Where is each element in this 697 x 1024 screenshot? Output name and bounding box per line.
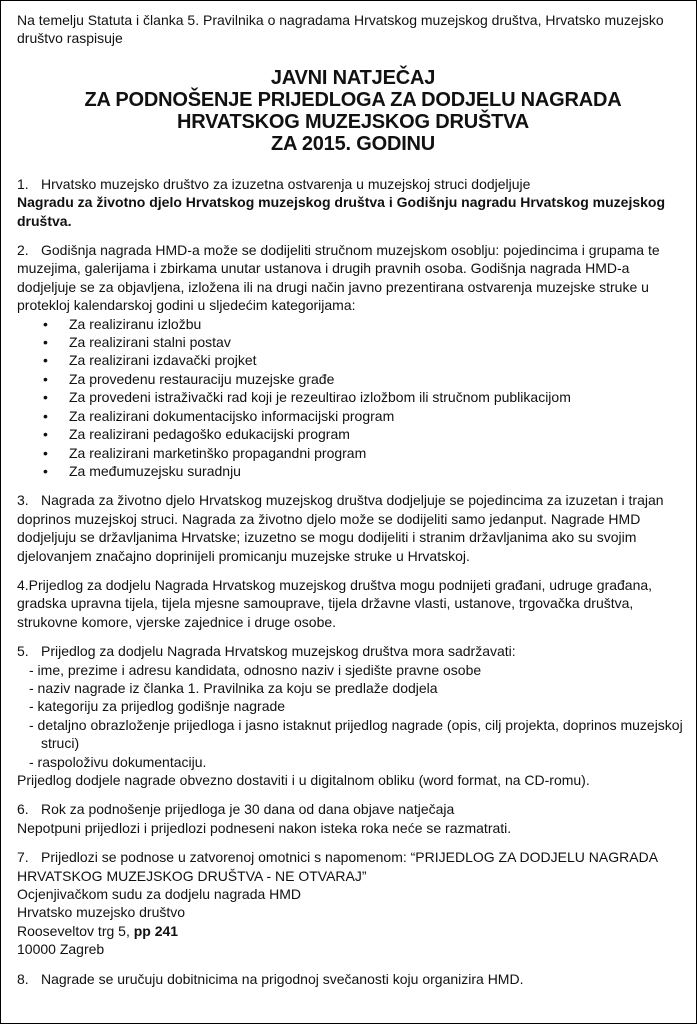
section-6-text: Rok za podnošenje prijedloga je 30 dana od dana objave natječaja	[41, 801, 455, 818]
po-box: pp 241	[133, 922, 179, 939]
address-line-2: Hrvatsko muzejsko društvo	[17, 904, 186, 921]
section-7-number: 7.	[17, 849, 29, 866]
section-3	[17, 491, 689, 565]
section-5-text: Prijedlog za dodjelu Nagrada Hrvatskog muzejskog društva mora sadržavati:	[41, 643, 516, 660]
requirements-list	[17, 661, 689, 771]
bullet-icon: •	[43, 444, 48, 461]
bullet-icon: •	[43, 426, 48, 443]
bullet-icon: •	[43, 407, 48, 424]
section-3-number: 3.	[17, 492, 29, 509]
list-item: - raspoloživu dokumentaciju.	[29, 753, 207, 770]
list-item: • Za realizirani marketinško propagandni program	[43, 444, 367, 461]
section-2-text: Godišnja nagrada HMD-a može se dodijeliti stručnom muzejskom osoblju: pojedincima i grupama te muzejima, galerijama i zbirkama unutar ustanova i drugih pravnih osoba. Godišnja nagrada HMD-a dodjeljuje se za objavljena, izložena ili na drugi način javno prezentirana ostvarenja muzejske struke u protekloj kalendarskoj godini u sljedećim kategorijama:	[17, 242, 660, 314]
list-item: • Za provedeni istraživački rad koji je rezeultirao izložbom ili stručnom publikacijom	[43, 389, 571, 406]
category-list	[17, 315, 689, 481]
list-item: • Za realizirani izdavački projket	[43, 352, 257, 369]
section-1	[17, 175, 689, 230]
address-line-4: 10000 Zagreb	[17, 941, 105, 958]
section-3-text: Nagrada za životno djelo Hrvatskog muzejskog društva dodjeljuje se pojedincima za izuzetan i trajan doprinos muzejskoj struci. Nagrada za životno djelo može se dodijeliti samo jedanput. Nagrade HMD dodjeljuju se državljanima Hrvatske; izuzetno se mogu dodijeliti i stranim državljanima ako su svojim djelovanjem značajno doprinijeli promicanju muzejske struke u Hrvatskoj.	[17, 492, 664, 564]
document-title	[17, 67, 689, 155]
section-1-number: 1.	[17, 175, 29, 192]
bullet-icon: •	[43, 389, 48, 406]
section-8-text: Nagrade se uručuju dobitnicima na prigodnoj svečanosti koju organizira HMD.	[41, 970, 524, 987]
list-item: • Za realizirani pedagoško edukacijski program	[43, 426, 350, 443]
address-line-1: Ocjenjivačkom sudu za dodjelu nagrada HMD	[17, 886, 302, 903]
section-1-bold-text: Nagradu za životno djelo Hrvatskog muzejskog društva i Godišnju nagradu Hrvatskog muzejskog društva.	[17, 194, 666, 229]
section-7	[17, 848, 689, 958]
section-2-number: 2.	[17, 242, 29, 259]
section-7-text: Prijedlozi se podnose u zatvorenoj omotnici s napomenom: “PRIJEDLOG ZA DODJELU NAGRADA HRVATSKOG MUZEJSKOG DRUŠTVA - NE OTVARAJ”	[17, 849, 658, 884]
section-4-text: 4.Prijedlog za dodjelu Nagrada Hrvatskog muzejskog društva mogu podnijeti građani, udruge građana, gradska upravna tijela, tijela mjesne samouprave, tijela državne vlasti, ustanove, trgovačka društva, strukovne komore, vjerske zajednice i druge osobe.	[17, 576, 653, 630]
section-1-text: Hrvatsko muzejsko društvo za izuzetna ostvarenja u muzejskoj struci dodjeljuje	[41, 175, 531, 192]
list-item: - detaljno obrazloženje prijedloga i jasno istaknut prijedlog nagrade (opis, cilj projekta, doprinos muzejskoj struci)	[29, 716, 683, 752]
section-6-number: 6.	[17, 801, 29, 818]
section-2	[17, 241, 689, 480]
list-item: • Za realizirani dokumentacijsko informacijski program	[43, 407, 395, 424]
title-line-1: JAVNI NATJEČAJ	[270, 66, 436, 89]
list-item: - kategoriju za prijedlog godišnje nagrade	[29, 698, 286, 715]
section-8-number: 8.	[17, 970, 29, 987]
list-item: - naziv nagrade iz članka 1. Pravilnika za koju se predlaže dodjela	[29, 679, 438, 696]
list-item: • Za realizirani stalni postav	[43, 334, 231, 351]
list-item: • Za provedenu restauraciju muzejske građe	[43, 370, 335, 387]
bullet-icon: •	[43, 315, 48, 332]
bullet-icon: •	[43, 462, 48, 479]
section-5	[17, 642, 689, 789]
title-line-4: ZA 2015. GODINU	[270, 132, 436, 155]
section-5-footer: Prijedlog dodjele nagrade obvezno dostaviti i u digitalnom obliku (word format, na CD-romu).	[17, 772, 590, 788]
title-line-3: HRVATSKOG MUZEJSKOG DRUŠTVA	[176, 110, 530, 133]
bullet-icon: •	[43, 334, 48, 351]
intro-paragraph: Na temelju Statuta i članka 5. Pravilnika o nagradama Hrvatskog muzejskog društva, Hrvatsko muzejsko društvo raspisuje	[17, 12, 664, 47]
address-line-3: Rooseveltov trg 5, pp 241	[17, 922, 179, 939]
section-5-number: 5.	[17, 643, 29, 660]
bullet-icon: •	[43, 370, 48, 387]
list-item: • Za realiziranu izložbu	[43, 315, 202, 332]
section-6-text-2: Nepotpuni prijedlozi i prijedlozi podneseni nakon isteka roka neće se razmatrati.	[17, 819, 512, 836]
list-item: - ime, prezime i adresu kandidata, odnosno naziv i sjedište pravne osobe	[29, 661, 482, 678]
section-8	[17, 970, 689, 988]
list-item: • Za međumuzejsku suradnju	[43, 462, 241, 479]
document-content	[17, 11, 689, 999]
title-line-2: ZA PODNOŠENJE PRIJEDLOGA ZA DODJELU NAGRADA	[84, 88, 622, 111]
section-6	[17, 800, 689, 837]
bullet-icon: •	[43, 352, 48, 369]
section-4	[17, 576, 689, 631]
